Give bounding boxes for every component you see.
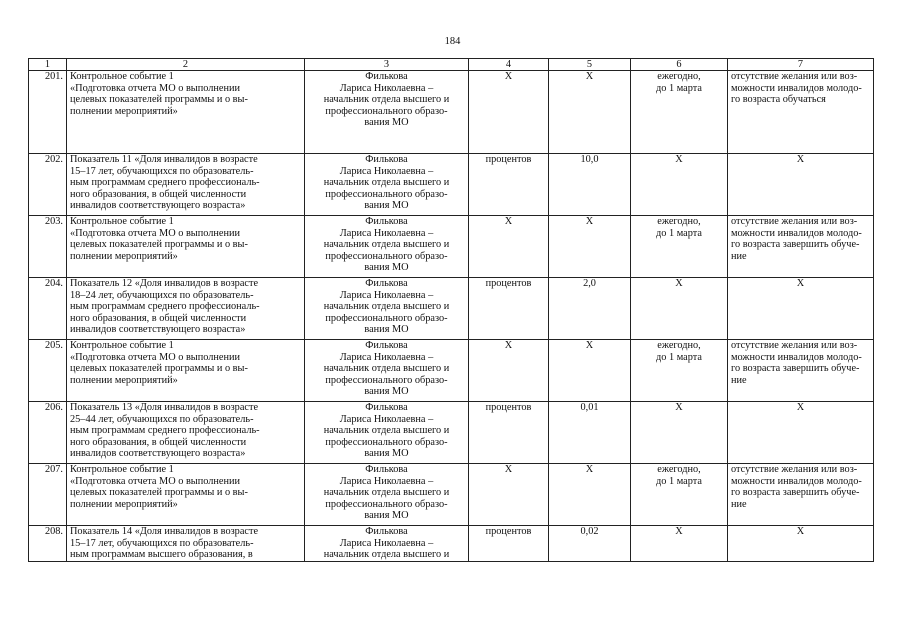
cell-text: процентов [485,154,532,165]
cell-text: Х [585,464,594,475]
responsible-person-cell [305,464,469,526]
cell-text-line: полнении мероприятий» [70,374,178,386]
value-cell [549,216,631,278]
cell-text-line: начальник отдела высшего и [323,301,450,313]
cell-text-line: профессионального образо- [325,436,448,448]
value-cell [549,154,631,216]
header-cell: 1 [29,59,67,71]
cell-text-line: отсутствие желания или воз- [731,216,858,227]
cell-text-line: Лариса Николаевна – [339,413,434,425]
header-cell: 2 [67,59,305,71]
deadline-cell [631,340,728,402]
deadline-cell [631,71,728,154]
risk-cell [728,402,874,464]
cell-text-line: ным программам высшего образования, в [70,549,253,561]
unit-cell [469,278,549,340]
cell-text-line: Показатель 14 «Доля инвалидов в возрасте [70,526,259,537]
cell-text: Х [504,216,513,227]
header-cell: 6 [631,59,728,71]
cell-text: 207. [44,464,63,475]
cell-text-line: отсутствие желания или воз- [731,340,858,351]
cell-text-line: вания МО [364,324,409,336]
responsible-person-cell [305,216,469,278]
unit-cell [469,340,549,402]
cell-text-line: профессионального образо- [325,498,448,510]
cell-text-line: вания МО [364,117,409,129]
cell-text-line: начальник отдела высшего и [323,177,450,189]
cell-text-line: Х [675,154,683,165]
cell-text-line: Х [796,154,805,165]
cell-text-line: вания МО [364,386,409,398]
table-row [29,402,874,464]
cell-text-line: профессионального образо- [325,105,448,117]
cell-text-line: «Подготовка отчета МО о выполнении [70,227,240,239]
responsible-person-cell [305,71,469,154]
cell-text-line: Х [796,402,805,413]
cell-text: процентов [485,278,532,289]
table-row [29,216,874,278]
cell-text-line: Х [675,402,683,413]
indicators-table [28,58,874,562]
cell-text-line: Лариса Николаевна – [339,537,434,549]
header-cell: 4 [469,59,549,71]
cell-text-line: ного образования, в общей численности [70,312,247,324]
value-cell [549,278,631,340]
cell-text: Х [585,216,594,227]
cell-text: 201. [44,71,63,82]
cell-text-line: Филькова [365,278,408,289]
row-number-cell [29,340,67,402]
deadline-cell [631,278,728,340]
table-header-row [29,59,874,71]
row-number-cell [29,402,67,464]
risk-cell [728,526,874,562]
deadline-cell [631,526,728,562]
table-row [29,464,874,526]
cell-text-line: целевых показателей программы и о вы- [70,363,248,375]
indicator-name-cell [67,526,305,562]
cell-text: 10,0 [580,154,599,165]
cell-text-line: ежегодно, [657,464,701,475]
indicator-name-cell [67,402,305,464]
cell-text-line: начальник отдела высшего и [323,239,450,251]
cell-text-line: начальник отдела высшего и [323,94,450,106]
cell-text-line: можности инвалидов молодо- [731,475,862,487]
row-number-cell [29,216,67,278]
cell-text-line: начальник отдела высшего и [323,487,450,499]
cell-text-line: ежегодно, [657,71,701,82]
cell-text: Х [504,464,513,475]
unit-cell [469,216,549,278]
responsible-person-cell [305,278,469,340]
cell-text-line: 15–17 лет, обучающихся по образователь- [70,165,254,177]
indicator-name-cell [67,278,305,340]
responsible-person-cell [305,340,469,402]
cell-text-line: Лариса Николаевна – [339,475,434,487]
cell-text: 203. [44,216,63,227]
cell-text-line: «Подготовка отчета МО о выполнении [70,351,240,363]
risk-cell [728,278,874,340]
cell-text-line: ние [731,498,747,510]
cell-text-line: «Подготовка отчета МО о выполнении [70,475,240,487]
header-cell: 7 [728,59,874,71]
cell-text-line: можности инвалидов молодо- [731,82,862,94]
row-number-cell [29,154,67,216]
row-number-cell [29,526,67,562]
cell-text-line: инвалидов соответствующего возраста» [70,200,246,212]
cell-text-line: ного образования, в общей численности [70,436,247,448]
indicator-name-cell [67,71,305,154]
cell-text-line: Х [796,278,805,289]
cell-text-line: 25–44 лет, обучающихся по образователь- [70,413,254,425]
page-number: 184 [444,36,461,47]
indicator-name-cell [67,340,305,402]
cell-text-line: ного образования, в общей численности [70,188,247,200]
cell-text-line: Контрольное событие 1 [70,216,174,227]
risk-cell [728,154,874,216]
deadline-cell [631,464,728,526]
cell-text-line: целевых показателей программы и о вы- [70,239,248,251]
value-cell [549,526,631,562]
cell-text-line: вания МО [364,200,409,212]
cell-text-line: го возраста обучаться [731,94,826,106]
cell-text-line: начальник отдела высшего и [323,549,450,561]
cell-text: 202. [44,154,63,165]
cell-text-line: профессионального образо- [325,188,448,200]
cell-text-line: 18–24 лет, обучающихся по образователь- [70,289,254,301]
cell-text-line: отсутствие желания или воз- [731,71,858,82]
cell-text-line: Лариса Николаевна – [339,227,434,239]
cell-text: процентов [485,402,532,413]
responsible-person-cell [305,402,469,464]
cell-text-line: отсутствие желания или воз- [731,464,858,475]
cell-text-line: ние [731,250,747,262]
cell-text: Х [585,340,594,351]
unit-cell [469,154,549,216]
cell-text-line: можности инвалидов молодо- [731,351,862,363]
cell-text-line: го возраста завершить обуче- [731,487,860,499]
deadline-cell [631,154,728,216]
responsible-person-cell [305,154,469,216]
responsible-person-cell [305,526,469,562]
cell-text-line: Показатель 11 «Доля инвалидов в возрасте [70,154,258,165]
cell-text: Х [585,71,594,82]
cell-text-line: ние [731,374,747,386]
table-row [29,278,874,340]
cell-text-line: профессионального образо- [325,374,448,386]
cell-text-line: профессионального образо- [325,312,448,324]
risk-cell [728,340,874,402]
cell-text-line: Филькова [365,71,408,82]
cell-text: 206. [44,402,63,413]
cell-text: 204. [44,278,63,289]
deadline-cell [631,402,728,464]
cell-text: 205. [44,340,63,351]
cell-text-line: ным программам среднего профессиональ- [70,425,260,437]
indicator-name-cell [67,154,305,216]
cell-text: Х [504,71,513,82]
row-number-cell [29,464,67,526]
cell-text-line: полнении мероприятий» [70,105,178,117]
cell-text-line: полнении мероприятий» [70,498,178,510]
table-row [29,526,874,562]
cell-text-line: Лариса Николаевна – [339,82,434,94]
cell-text-line: Филькова [365,340,408,351]
value-cell [549,464,631,526]
cell-text-line: го возраста завершить обуче- [731,239,860,251]
cell-text-line: ежегодно, [657,340,701,351]
cell-text-line: Контрольное событие 1 [70,340,174,351]
cell-text-line: начальник отдела высшего и [323,363,450,375]
cell-text-line: до 1 марта [656,82,702,94]
cell-text-line: целевых показателей программы и о вы- [70,94,248,106]
cell-text-line: Лариса Николаевна – [339,351,434,363]
header-cell: 3 [305,59,469,71]
indicator-name-cell [67,216,305,278]
risk-cell [728,464,874,526]
cell-text-line: вания МО [364,262,409,274]
cell-text-line: Показатель 13 «Доля инвалидов в возрасте [70,402,259,413]
cell-text: 208. [44,526,63,537]
cell-text-line: вания МО [364,510,409,522]
cell-text-line: Х [796,526,805,537]
cell-text-line: «Подготовка отчета МО о выполнении [70,82,240,94]
unit-cell [469,402,549,464]
cell-text-line: можности инвалидов молодо- [731,227,862,239]
value-cell [549,402,631,464]
row-number-cell [29,71,67,154]
cell-text-line: целевых показателей программы и о вы- [70,487,248,499]
cell-text-line: Контрольное событие 1 [70,464,174,475]
cell-text-line: Контрольное событие 1 [70,71,174,82]
cell-text-line: до 1 марта [656,227,702,239]
cell-text-line: 15–17 лет, обучающихся по образователь- [70,537,254,549]
cell-text-line: ным программам среднего профессиональ- [70,301,260,313]
cell-text-line: Х [675,526,683,537]
unit-cell [469,526,549,562]
cell-text-line: профессионального образо- [325,250,448,262]
cell-text-line: Филькова [365,464,408,475]
cell-text: Х [504,340,513,351]
cell-text-line: полнении мероприятий» [70,250,178,262]
table-row [29,71,874,154]
risk-cell [728,216,874,278]
cell-text-line: до 1 марта [656,475,702,487]
cell-text-line: Филькова [365,402,408,413]
cell-text-line: Лариса Николаевна – [339,289,434,301]
value-cell [549,71,631,154]
cell-text-line: го возраста завершить обуче- [731,363,860,375]
cell-text-line: Показатель 12 «Доля инвалидов в возрасте [70,278,259,289]
cell-text: 0,02 [580,526,599,537]
row-number-cell [29,278,67,340]
cell-text: процентов [485,526,532,537]
cell-text-line: Х [675,278,683,289]
cell-text-line: Филькова [365,526,408,537]
cell-text-line: до 1 марта [656,351,702,363]
cell-text: 0,01 [580,402,599,413]
table-row [29,154,874,216]
unit-cell [469,71,549,154]
unit-cell [469,464,549,526]
cell-text-line: начальник отдела высшего и [323,425,450,437]
cell-text-line: инвалидов соответствующего возраста» [70,448,246,460]
value-cell [549,340,631,402]
cell-text-line: ным программам среднего профессиональ- [70,177,260,189]
risk-cell [728,71,874,154]
header-cell: 5 [549,59,631,71]
deadline-cell [631,216,728,278]
cell-text-line: вания МО [364,448,409,460]
cell-text: 2,0 [583,278,596,289]
cell-text-line: инвалидов соответствующего возраста» [70,324,246,336]
indicator-name-cell [67,464,305,526]
table-row [29,340,874,402]
cell-text-line: Филькова [365,154,408,165]
cell-text-line: Филькова [365,216,408,227]
cell-text-line: Лариса Николаевна – [339,165,434,177]
cell-text-line: ежегодно, [657,216,701,227]
